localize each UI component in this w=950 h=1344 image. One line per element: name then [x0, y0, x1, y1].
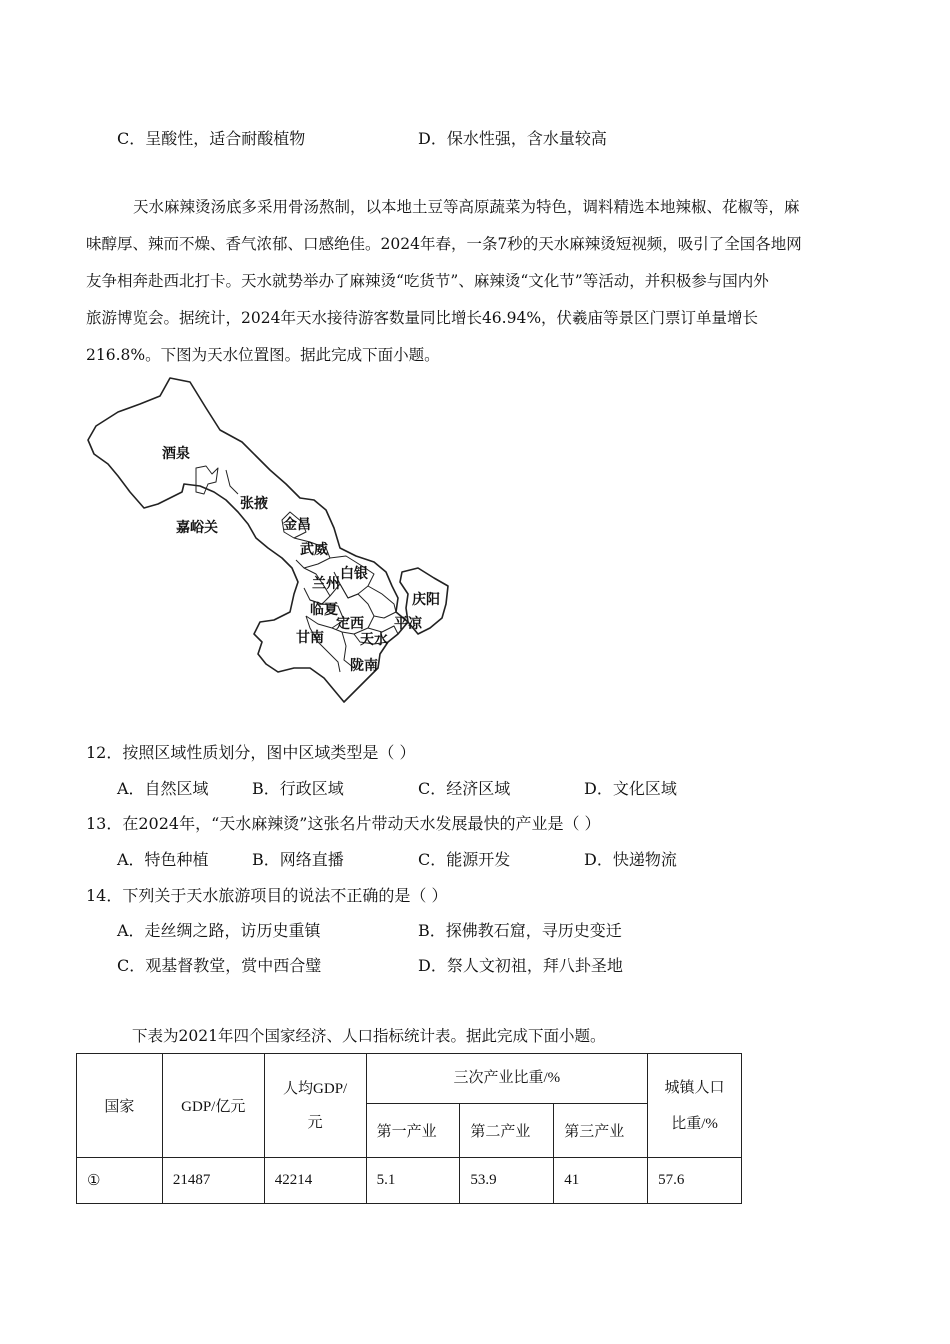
header-industry-share: 三次产业比重/% [366, 1054, 648, 1104]
label-jiayuguan: 嘉峪关 [176, 520, 218, 536]
table-row [77, 1158, 742, 1204]
province-outline [88, 378, 408, 702]
header-country: 国家 [77, 1054, 163, 1158]
map-svg [78, 372, 470, 708]
header-per-capita-gdp [264, 1054, 366, 1158]
question-12-stem: 12．按照区域性质划分，图中区域类型是（ ） [86, 743, 416, 762]
cell-tertiary: 41 [554, 1158, 648, 1204]
question-12-option-c[interactable]: C．经济区域 [418, 779, 511, 798]
gansu-location-map [78, 372, 470, 708]
question-14-option-a[interactable]: A．走丝绸之路，访历史重镇 [117, 921, 321, 940]
question-13-option-b[interactable]: B．网络直播 [252, 850, 344, 869]
passage-line: 友争相奔赴西北打卡。天水就势举办了麻辣烫“吃货节”、麻辣烫“文化节”等活动，并积极参与国内外 [86, 272, 769, 290]
cell-primary: 5.1 [366, 1158, 460, 1204]
cell-gdp: 21487 [162, 1158, 264, 1204]
question-12-option-b[interactable]: B．行政区域 [252, 779, 344, 798]
cell-secondary: 53.9 [460, 1158, 554, 1204]
question-13-option-d[interactable]: D．快递物流 [584, 850, 677, 869]
passage-line: 味醇厚、辣而不燥、香气浓郁、口感绝佳。2024年春，一条7秒的天水麻辣烫短视频，吸引了全国各地网 [86, 235, 802, 253]
table-header-row-1 [77, 1054, 742, 1104]
question-14-stem: 14．下列关于天水旅游项目的说法不正确的是（ ） [86, 886, 448, 905]
header-secondary: 第二产业 [460, 1104, 554, 1158]
label-longnan: 陇南 [350, 658, 378, 674]
option-c-prev: C．呈酸性，适合耐酸植物 [117, 129, 306, 148]
passage-line: 天水麻辣烫汤底多采用骨汤熬制，以本地土豆等高原蔬菜为特色，调料精选本地辣椒、花椒等，麻 [133, 198, 800, 216]
question-14-option-c[interactable]: C．观基督教堂，赏中西合璧 [117, 956, 322, 975]
header-tertiary: 第三产业 [554, 1104, 648, 1158]
label-gannan: 甘南 [296, 630, 324, 646]
label-jinchang: 金昌 [283, 517, 311, 533]
question-14-option-b[interactable]: B．探佛教石窟，寻历史变迁 [418, 921, 622, 940]
header-per-capita-line2: 元 [307, 1114, 323, 1131]
header-per-capita-line1: 人均GDP/ [283, 1080, 348, 1097]
question-12-option-a[interactable]: A．自然区域 [117, 779, 209, 798]
question-13-stem: 13．在2024年，“天水麻辣烫”这张名片带动天水发展最快的产业是（ ） [86, 814, 601, 833]
header-urban-pop [648, 1054, 742, 1158]
border-jq-zy [226, 470, 238, 494]
label-baiyin: 白银 [340, 566, 368, 582]
table-intro: 下表为2021年四个国家经济、人口指标统计表。据此完成下面小题。 [132, 1027, 606, 1045]
stats-table [76, 1053, 742, 1204]
passage-line: 216.8%。下图为天水位置图。据此完成下面小题。 [86, 346, 440, 364]
label-pingliang: 平凉 [394, 616, 422, 632]
question-12-option-d[interactable]: D．文化区域 [584, 779, 677, 798]
question-14-option-d[interactable]: D．祭人文初祖，拜八卦圣地 [418, 956, 623, 975]
label-wuwei: 武威 [300, 542, 328, 558]
cell-urban: 57.6 [648, 1158, 742, 1204]
header-urban-line1: 城镇人口 [664, 1079, 725, 1096]
label-lanzhou: 兰州 [312, 576, 340, 592]
label-zhangye: 张掖 [240, 496, 268, 512]
label-qingyang: 庆阳 [412, 592, 440, 608]
question-13-option-c[interactable]: C．能源开发 [418, 850, 511, 869]
header-urban-line2: 比重/% [671, 1115, 718, 1132]
label-jiuquan: 酒泉 [162, 446, 190, 462]
label-dingxi: 定西 [336, 616, 364, 632]
label-tianshui: 天水 [360, 632, 388, 648]
cell-country: ① [77, 1158, 163, 1204]
question-13-option-a[interactable]: A．特色种植 [117, 850, 209, 869]
passage-line: 旅游博览会。据统计，2024年天水接待游客数量同比增长46.94%，伏羲庙等景区门票订单量增长 [86, 309, 759, 327]
passage-tianshui [86, 189, 866, 374]
option-d-prev: D．保水性强，含水量较高 [418, 129, 607, 148]
label-linxia: 临夏 [310, 602, 338, 618]
header-primary: 第一产业 [366, 1104, 460, 1158]
cell-per-capita: 42214 [264, 1158, 366, 1204]
header-gdp: GDP/亿元 [162, 1054, 264, 1158]
